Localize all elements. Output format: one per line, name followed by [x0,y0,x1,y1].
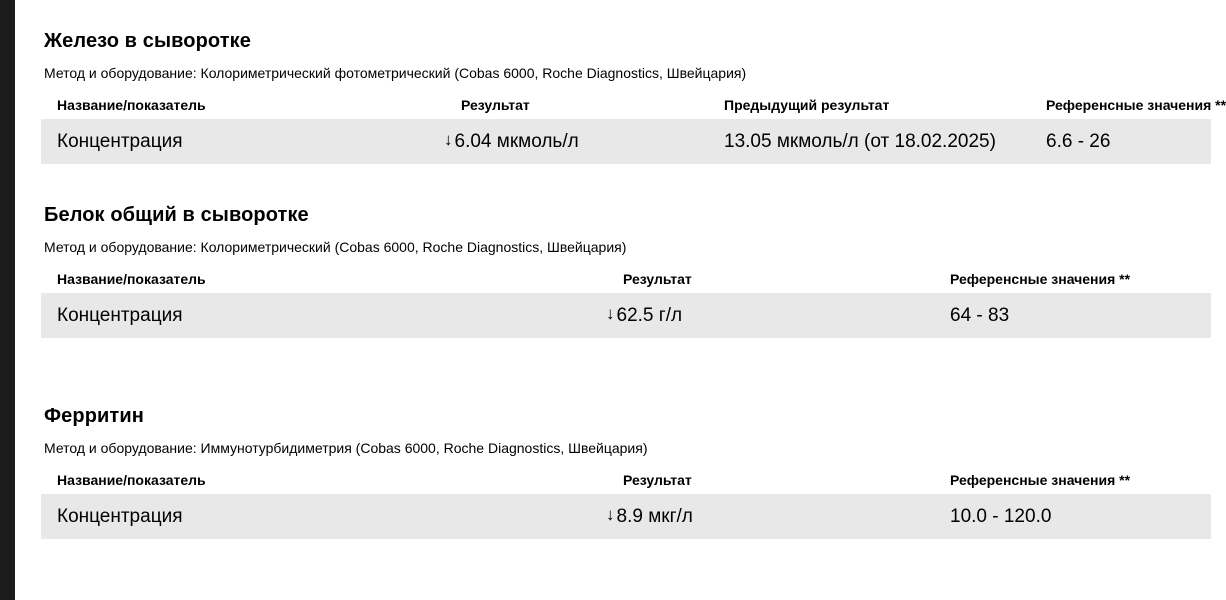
row-result [606,494,693,539]
header-name: Название/показатель [57,97,206,113]
down-arrow-icon: ↓ [606,505,615,524]
row-reference: 6.6 - 26 [1046,131,1111,152]
header-result: Результат [623,271,692,287]
section-title: Белок общий в сыворотке [44,204,309,226]
result-row [41,293,1211,338]
row-result [606,293,682,338]
result-value: 62.5 г/л [616,305,683,326]
row-name: Концентрация [57,305,183,326]
method-text: Метод и оборудование: Колориметрический фотометрический (Cobas 6000, Roche Diagnostics, Швейцария) [44,65,747,81]
header-reference: Референсные значения ** [1046,97,1226,113]
header-previous: Предыдущий результат [724,97,890,113]
row-previous: 13.05 мкмоль/л (от 18.02.2025) [724,131,996,152]
section-title: Железо в сыворотке [44,30,251,52]
result-value: 6.04 мкмоль/л [454,131,579,152]
row-reference: 10.0 - 120.0 [950,506,1052,527]
result-value: 8.9 мкг/л [616,506,693,527]
down-arrow-icon: ↓ [606,304,615,323]
header-name: Название/показатель [57,472,206,488]
method-text: Метод и оборудование: Иммунотурбидиметрия (Cobas 6000, Roche Diagnostics, Швейцария) [44,440,648,456]
header-result: Результат [623,472,692,488]
row-result [444,119,579,164]
header-result: Результат [461,97,530,113]
section-title: Ферритин [44,405,144,427]
header-reference: Референсные значения ** [950,472,1131,488]
row-reference: 64 - 83 [950,305,1010,326]
method-text: Метод и оборудование: Колориметрический (Cobas 6000, Roche Diagnostics, Швейцария) [44,239,627,255]
down-arrow-icon: ↓ [444,130,453,149]
header-reference: Референсные значения ** [950,271,1131,287]
header-name: Название/показатель [57,271,206,287]
result-row [41,119,1211,164]
row-name: Концентрация [57,506,183,527]
row-name: Концентрация [57,131,183,152]
result-row [41,494,1211,539]
